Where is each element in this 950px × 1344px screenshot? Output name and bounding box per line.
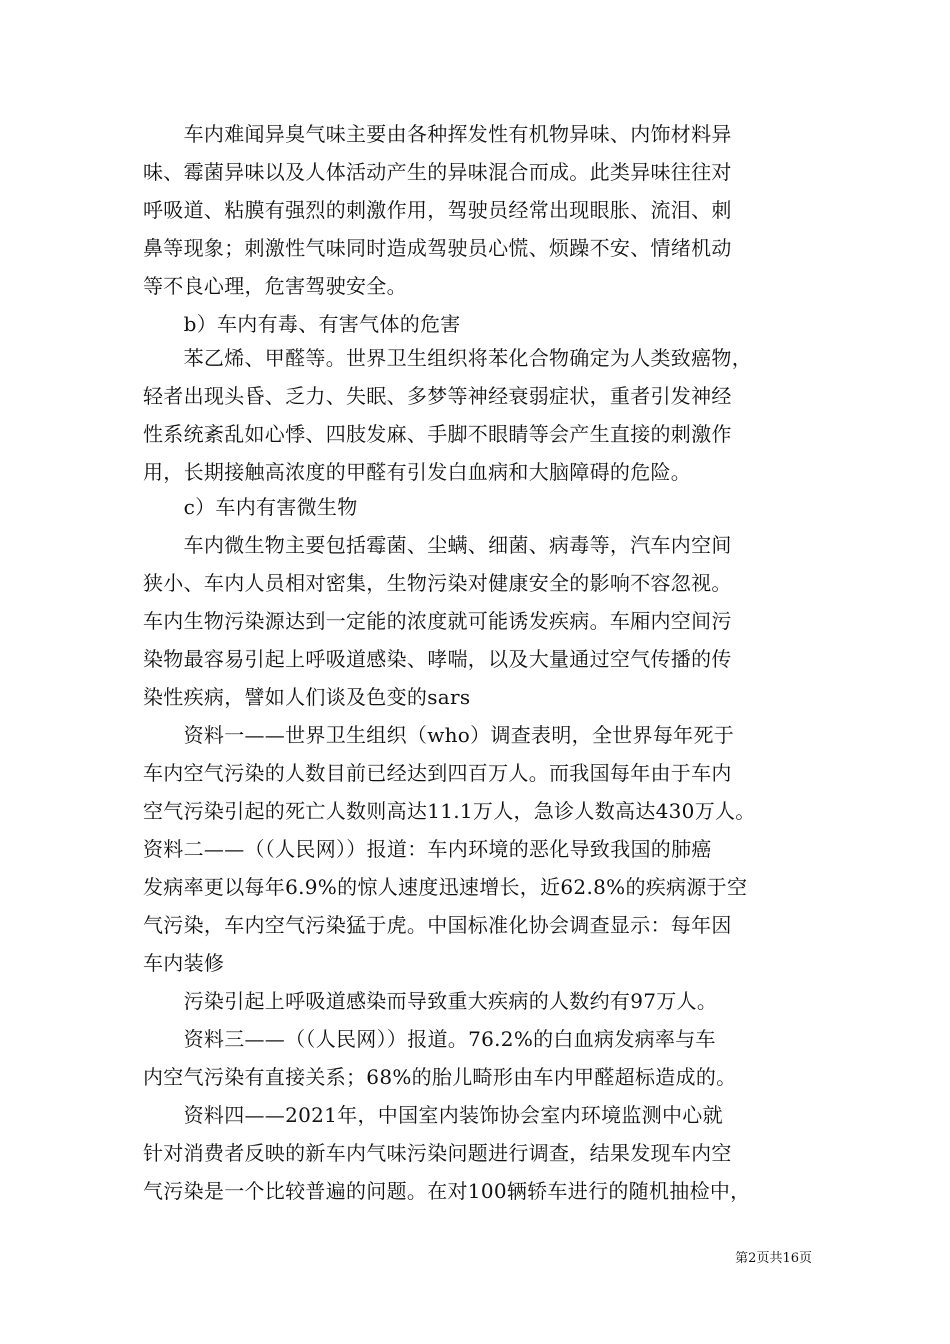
text-line: 空气污染引起的死亡人数则高达11.1万人，急诊人数高达430万人。 — [143, 799, 756, 823]
text-line: 资料三——（（人民网））报道。76.2%的白血病发病率与车 — [143, 1027, 716, 1051]
text-line: 性系统紊乱如心悸、四肢发麻、手脚不眼睛等会产生直接的刺激作 — [143, 422, 732, 446]
text-line: 内空气污染有直接关系；68%的胎儿畸形由车内甲醛超标造成的。 — [143, 1065, 737, 1089]
text-line: 车内空气污染的人数目前已经达到四百万人。而我国每年由于车内 — [143, 761, 732, 785]
text-line: 呼吸道、粘膜有强烈的刺激作用，驾驶员经常出现眼胀、流泪、刺 — [143, 198, 732, 222]
text-line: 染性疾病，譬如人们谈及色变的sars — [143, 685, 471, 709]
text-line: 用，长期接触高浓度的甲醛有引发白血病和大脑障碍的危险。 — [143, 460, 692, 484]
text-line: 等不良心理，危害驾驶安全。 — [143, 274, 407, 298]
text-line: 资料二——（（人民网））报道：车内环境的恶化导致我国的肺癌 — [143, 837, 712, 861]
text-line: 车内难闻异臭气味主要由各种挥发性有机物异味、内饰材料异 — [143, 122, 732, 146]
text-line: 染物最容易引起上呼吸道感染、哮喘，以及大量通过空气传播的传 — [143, 647, 732, 671]
text-line: 资料一——世界卫生组织（who）调查表明，全世界每年死于 — [143, 723, 735, 747]
text-line: 轻者出现头昏、乏力、失眠、多梦等神经衰弱症状，重者引发神经 — [143, 384, 732, 408]
text-line: 污染引起上呼吸道感染而导致重大疾病的人数约有97万人。 — [143, 989, 718, 1013]
text-line: 针对消费者反映的新车内气味污染问题进行调查，结果发现车内空 — [143, 1141, 732, 1165]
text-line: 鼻等现象；刺激性气味同时造成驾驶员心慌、烦躁不安、情绪机动 — [143, 236, 732, 260]
text-line: 气污染，车内空气污染猛于虎。中国标准化协会调查显示：每年因 — [143, 913, 732, 937]
section-heading: c）车内有害微生物 — [143, 495, 358, 519]
text-line: 苯乙烯、甲醛等。世界卫生组织将苯化合物确定为人类致癌物， — [143, 346, 752, 370]
section-heading: b）车内有毒、有害气体的危害 — [143, 312, 461, 336]
text-line: 资料四——2021年，中国室内装饰协会室内环境监测中心就 — [143, 1103, 723, 1127]
text-line: 味、霉菌异味以及人体活动产生的异味混合而成。此类异味往往对 — [143, 160, 732, 184]
text-line: 车内生物污染源达到一定能的浓度就可能诱发疾病。车厢内空间污 — [143, 609, 732, 633]
text-line: 车内微生物主要包括霉菌、尘螨、细菌、病毒等，汽车内空间 — [143, 533, 732, 557]
page-number: 第2页共16页 — [735, 1251, 812, 1266]
text-line: 车内装修 — [143, 951, 225, 975]
text-line: 发病率更以每年6.9%的惊人速度迅速增长，近62.8%的疾病源于空 — [143, 875, 748, 899]
text-line: 气污染是一个比较普遍的问题。在对100辆轿车进行的随机抽检中， — [143, 1179, 751, 1203]
text-line: 狭小、车内人员相对密集，生物污染对健康安全的影响不容忽视。 — [143, 571, 732, 595]
